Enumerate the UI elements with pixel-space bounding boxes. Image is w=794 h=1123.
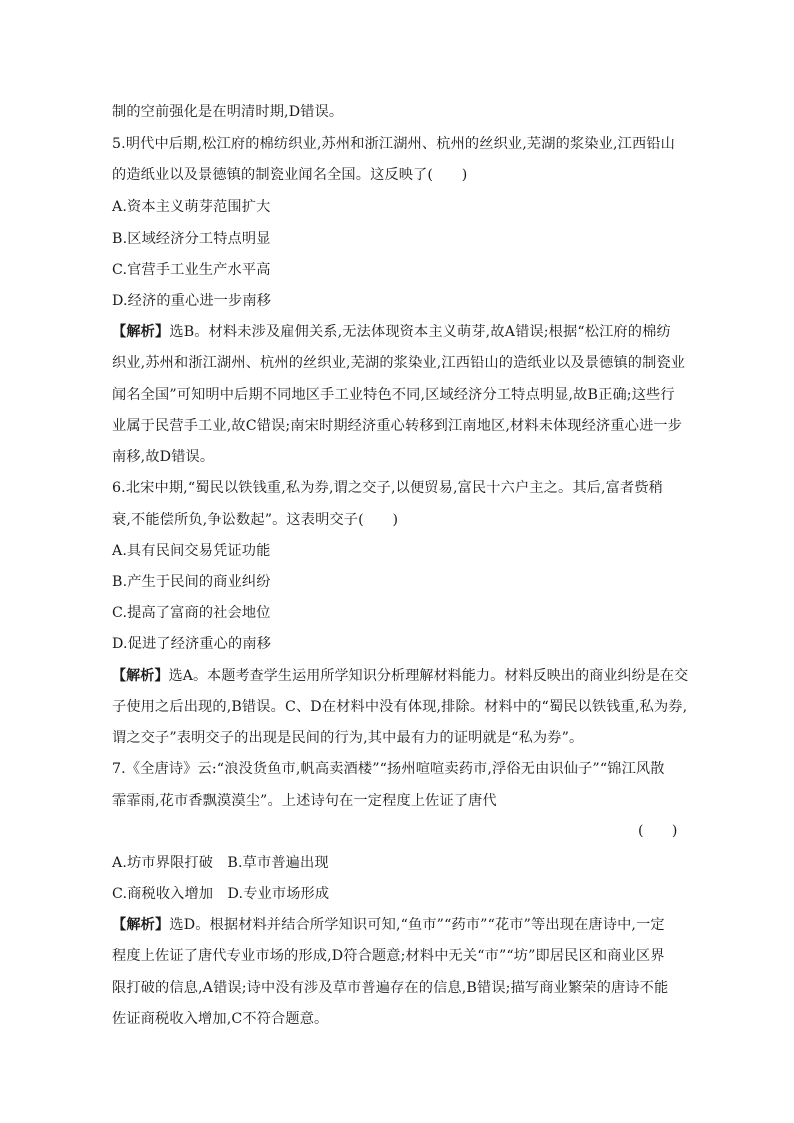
analysis-text: 选D。根据材料并结合所学知识可知,“鱼市”“药市”“花市”等出现在唐诗中,一定 [169, 917, 665, 933]
question-5-analysis-cont: 织业,苏州和浙江湖州、杭州的丝织业,芜湖的浆染业,江西铅山的造纸业以及景德镇的制瓷业 [112, 355, 686, 371]
question-7-options-cd: C.商税收入增加 D.专业市场形成 [112, 886, 330, 902]
analysis-tag: 【解析】 [112, 668, 169, 684]
question-6-option-a: A.具有民间交易凭证功能 [112, 543, 271, 559]
analysis-tag: 【解析】 [112, 324, 170, 340]
question-5-option-d: D.经济的重心进一步南移 [112, 293, 272, 309]
question-5-option-c: C.官营手工业生产水平高 [112, 262, 271, 278]
question-6-analysis-cont: 子使用之后出现的,B错误。C、D在材料中没有体现,排除。材料中的“蜀民以铁钱重,私为券, [112, 699, 688, 715]
question-5-option-b: B.区域经济分工特点明显 [112, 231, 271, 247]
question-7-answer-blank: ( ) [638, 823, 678, 839]
analysis-text: 选A。本题考查学生运用所学知识分析理解材料能力。材料反映出的商业纠纷是在交 [168, 668, 689, 684]
question-7-stem-cont: 霏霏雨,花市香飘漠漠尘”。上述诗句在一定程度上佐证了唐代 [112, 793, 497, 809]
question-7-analysis-cont: 佐证商税收入增加,C不符合题意。 [112, 1011, 329, 1027]
question-6-analysis [112, 667, 688, 685]
text-line: 制的空前强化是在明清时期,D错误。 [112, 104, 344, 120]
question-6-stem: 6.北宋中期,“蜀民以铁钱重,私为券,谓之交子,以便贸易,富民十六户主之。其后,富者赀稍 [112, 480, 664, 496]
question-5-analysis [112, 323, 671, 341]
question-5-stem: 5.明代中后期,松江府的棉纺织业,苏州和浙江湖州、杭州的丝织业,芜湖的浆染业,江西铅山 [112, 136, 675, 152]
question-5-option-a: A.资本主义萌芽范围扩大 [112, 199, 271, 215]
question-7-analysis-cont: 限打破的信息,A错误;诗中没有涉及草市普遍存在的信息,B错误;描写商业繁荣的唐诗不能 [112, 980, 669, 996]
question-5-stem-cont: 的造纸业以及景德镇的制瓷业闻名全国。这反映了( ) [112, 167, 468, 183]
question-6-analysis-cont: 谓之交子”表明交子的出现是民间的行为,其中最有力的证明就是“私为券”。 [112, 730, 584, 746]
question-7-options-ab: A.坊市界限打破 B.草市普遍出现 [112, 855, 329, 871]
question-7-analysis-cont: 程度上佐证了唐代专业市场的形成,D符合题意;材料中无关“市”“坊”即居民区和商业区界 [112, 948, 665, 964]
analysis-tag: 【解析】 [112, 917, 170, 933]
question-6-stem-cont: 衰,不能偿所负,争讼数起”。这表明交子( ) [112, 512, 399, 528]
question-7-stem: 7.《全唐诗》云:“浪没货鱼市,帆高卖酒楼”“扬州喧喧卖药市,浮俗无由识仙子”“锦江风散 [112, 761, 665, 777]
question-7-analysis [112, 916, 665, 934]
question-5-analysis-cont: 业属于民营手工业,故C错误;南宋时期经济重心转移到江南地区,材料未体现经济重心进一步 [112, 418, 683, 434]
question-6-option-b: B.产生于民间的商业纠纷 [112, 574, 271, 590]
analysis-text: 选B。材料未涉及雇佣关系,无法体现资本主义萌芽,故A错误;根据“松江府的棉纺 [169, 324, 671, 340]
question-5-analysis-cont: 闻名全国”可知明中后期不同地区手工业特色不同,区域经济分工特点明显,故B正确;这些行 [112, 387, 675, 403]
question-5-analysis-cont: 南移,故D错误。 [112, 449, 215, 465]
question-6-option-c: C.提高了富商的社会地位 [112, 605, 271, 621]
question-6-option-d: D.促进了经济重心的南移 [112, 636, 272, 652]
